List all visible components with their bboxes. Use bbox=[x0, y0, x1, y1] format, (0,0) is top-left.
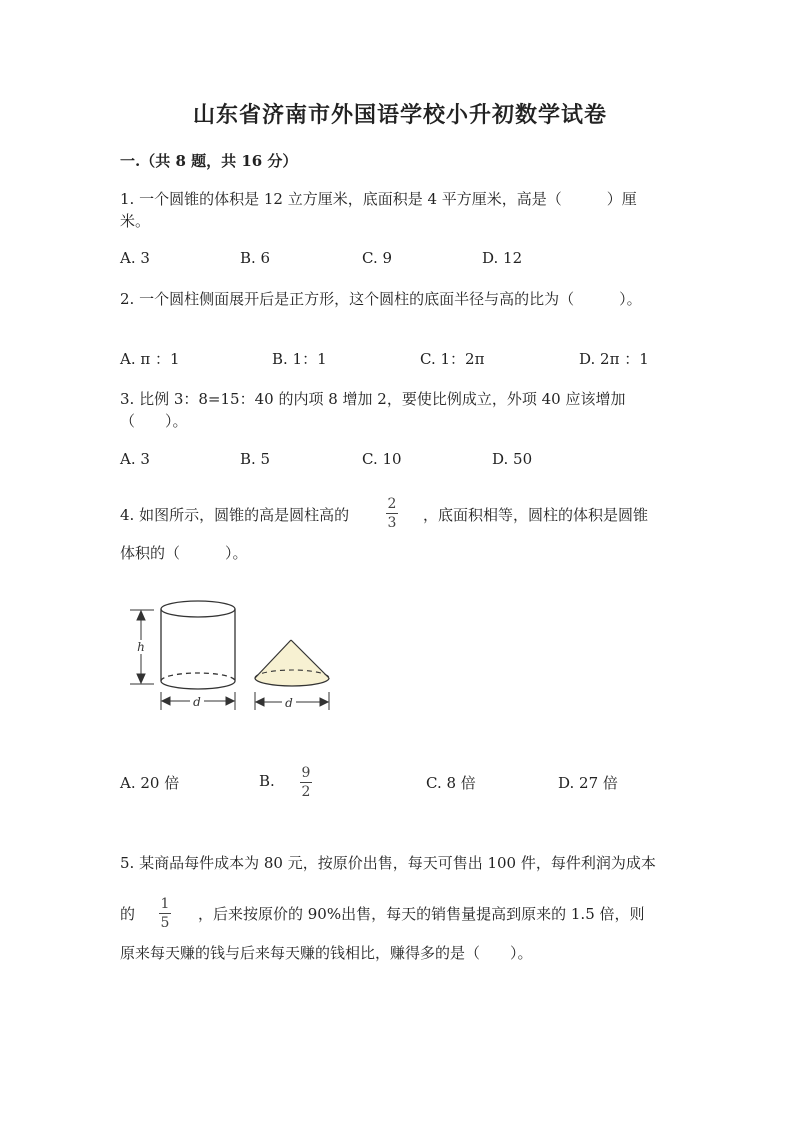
section-heading: 一.（共 8 题，共 16 分） bbox=[120, 152, 298, 170]
q3-option-a[interactable]: A. 3 bbox=[120, 450, 150, 468]
q3-text-line2: （ ）。 bbox=[120, 412, 188, 430]
q3-text-line1: 3. 比例 3：8=15：40 的内项 8 增加 2，要使比例成立，外项 40 应该增加 bbox=[120, 390, 626, 408]
cone-diameter-label: d bbox=[285, 696, 293, 710]
q2-option-a[interactable]: A. π ：1 bbox=[120, 350, 180, 368]
q5-text-line2-b: ，后来按原价的 90%出售，每天的销售量提高到原来的 1.5 倍，则 bbox=[198, 905, 645, 923]
cylinder-shape bbox=[161, 601, 235, 689]
fraction-bar bbox=[386, 513, 398, 514]
q1-option-d[interactable]: D. 12 bbox=[482, 249, 523, 267]
q4-option-b[interactable]: B. bbox=[259, 772, 275, 790]
q4-text-line1-b: ，底面积相等，圆柱的体积是圆锥 bbox=[423, 506, 649, 524]
q4-option-a[interactable]: A. 20 倍 bbox=[120, 774, 180, 792]
q3-option-b[interactable]: B. 5 bbox=[240, 450, 271, 468]
q5-fraction-denominator: 5 bbox=[160, 915, 170, 931]
q2-text-line1: 2. 一个圆柱侧面展开后是正方形，这个圆柱的底面半径与高的比为（ ）。 bbox=[120, 290, 642, 308]
q3-option-c[interactable]: C. 10 bbox=[362, 450, 402, 468]
q4-option-b-numerator: 9 bbox=[301, 765, 311, 781]
q5-fraction bbox=[159, 896, 171, 931]
q1-option-a[interactable]: A. 3 bbox=[120, 249, 150, 267]
cone-shape bbox=[255, 640, 329, 686]
q2-option-d[interactable]: D. 2π ：1 bbox=[579, 350, 649, 368]
q4-fraction-denominator: 3 bbox=[387, 515, 397, 531]
q1-option-b[interactable]: B. 6 bbox=[240, 249, 271, 267]
q4-figure bbox=[124, 596, 340, 716]
q4-option-c[interactable]: C. 8 倍 bbox=[426, 774, 476, 792]
q5-text-line2-a: 的 bbox=[120, 905, 136, 923]
q4-fraction bbox=[386, 496, 398, 531]
q4-text-line1-a: 4. 如图所示，圆锥的高是圆柱高的 bbox=[120, 506, 350, 524]
cylinder-diameter-label: d bbox=[193, 695, 201, 709]
page-title: 山东省济南市外国语学校小升初数学试卷 bbox=[192, 102, 607, 128]
q4-option-b-denominator: 2 bbox=[301, 784, 311, 800]
q4-text-line2: 体积的（ ）。 bbox=[120, 544, 248, 562]
q2-option-b[interactable]: B. 1：1 bbox=[272, 350, 327, 368]
q2-option-c[interactable]: C. 1：2π bbox=[420, 350, 485, 368]
q5-fraction-numerator: 1 bbox=[160, 896, 170, 912]
q3-option-d[interactable]: D. 50 bbox=[492, 450, 533, 468]
q4-fraction-numerator: 2 bbox=[387, 496, 397, 512]
q1-text-line1: 1. 一个圆锥的体积是 12 立方厘米，底面积是 4 平方厘米，高是（ ）厘 bbox=[120, 190, 637, 208]
q4-option-b-fraction bbox=[300, 765, 312, 800]
q5-text-line3: 原来每天赚的钱与后来每天赚的钱相比，赚得多的是（ ）。 bbox=[120, 944, 533, 962]
height-label: h bbox=[137, 640, 145, 654]
q5-text-line1: 5. 某商品每件成本为 80 元，按原价出售，每天可售出 100 件，每件利润为成本 bbox=[120, 854, 656, 872]
fraction-bar bbox=[300, 782, 312, 783]
fraction-bar bbox=[159, 913, 171, 914]
q1-text-line2: 米。 bbox=[120, 212, 151, 230]
q1-option-c[interactable]: C. 9 bbox=[362, 249, 393, 267]
q4-option-d[interactable]: D. 27 倍 bbox=[558, 774, 618, 792]
